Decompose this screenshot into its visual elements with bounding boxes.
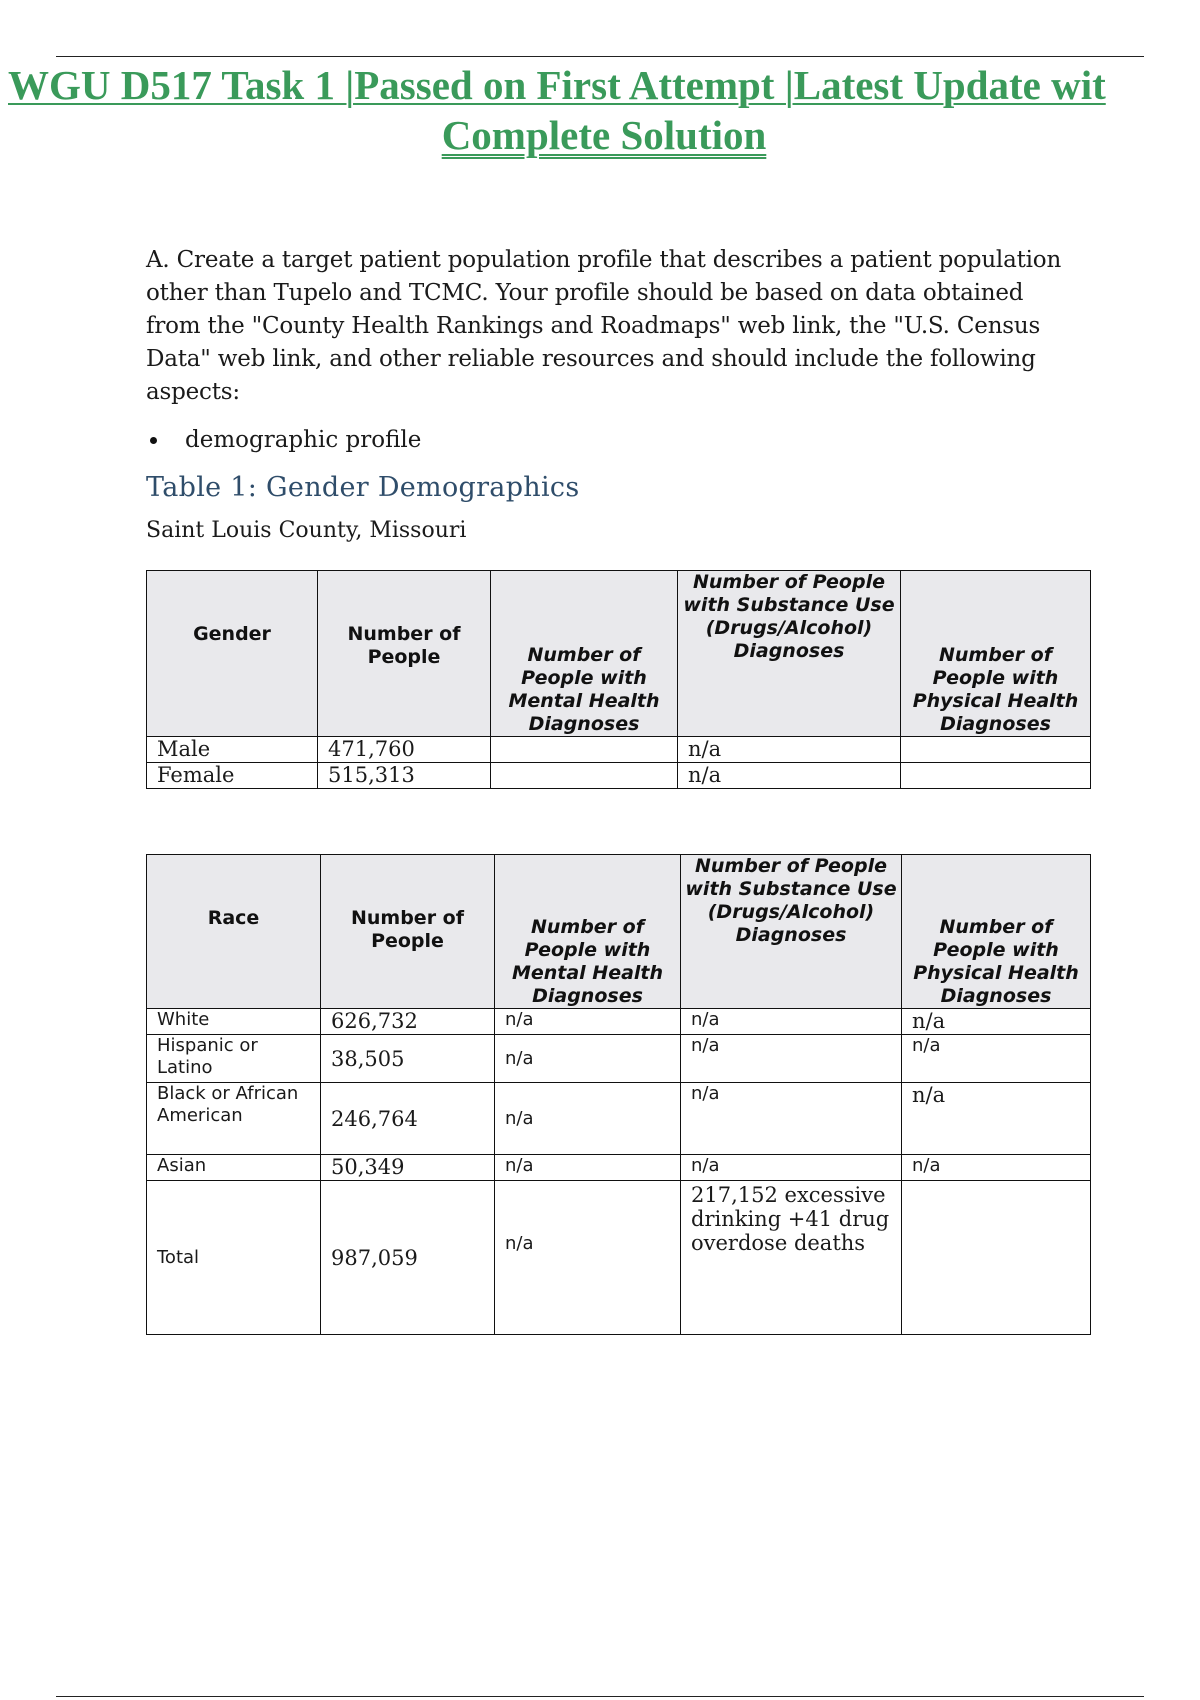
title-line-1: WGU D517 Task 1 |Passed on First Attempt |Latest Update wit <box>8 62 1106 108</box>
cell-substance: n/a <box>681 1035 902 1083</box>
cell-substance: n/a <box>681 1155 902 1181</box>
cell-people: 515,313 <box>318 763 491 789</box>
header-physical-health: Number of People with Physical Health Diagnoses <box>901 571 1091 737</box>
table-row <box>147 737 1091 763</box>
header-race: Race <box>147 855 321 1009</box>
table-row <box>147 1155 1091 1181</box>
header-number-of-people: Number of People <box>321 855 495 1009</box>
bullet-text: demographic profile <box>185 427 422 453</box>
cell-mental: n/a <box>495 1155 681 1181</box>
cell-race: Hispanic or Latino <box>147 1035 321 1083</box>
cell-people: 50,349 <box>321 1155 495 1181</box>
cell-mental: n/a <box>495 1009 681 1035</box>
header-mental-health: Number of People with Mental Health Diagnoses <box>491 571 678 737</box>
cell-substance: n/a <box>681 1083 902 1155</box>
cell-substance: n/a <box>678 737 901 763</box>
table-row <box>147 1035 1091 1083</box>
cell-mental: n/a <box>495 1083 681 1155</box>
document-title <box>8 60 1200 160</box>
gender-demographics-table <box>146 570 1091 789</box>
cell-gender: Female <box>147 763 318 789</box>
cell-people: 38,505 <box>321 1035 495 1083</box>
cell-race: Asian <box>147 1155 321 1181</box>
table-subcaption: Saint Louis County, Missouri <box>146 518 467 543</box>
cell-physical <box>901 763 1091 789</box>
cell-substance: 217,152 excessive drinking +41 drug overdose deaths <box>681 1181 902 1335</box>
table-row <box>147 1181 1091 1335</box>
cell-people: 471,760 <box>318 737 491 763</box>
cell-people: 987,059 <box>321 1181 495 1335</box>
cell-physical: n/a <box>902 1155 1091 1181</box>
cell-physical <box>901 737 1091 763</box>
cell-mental <box>491 737 678 763</box>
cell-substance: n/a <box>681 1009 902 1035</box>
bullet-dot-icon <box>150 437 157 444</box>
top-divider <box>56 56 1144 57</box>
cell-race: White <box>147 1009 321 1035</box>
race-demographics-table <box>146 854 1091 1335</box>
cell-gender: Male <box>147 737 318 763</box>
cell-physical: n/a <box>902 1009 1091 1035</box>
bullet-item <box>146 424 421 457</box>
title-line-2: Complete Solution <box>441 112 767 158</box>
header-physical-health: Number of People with Physical Health Diagnoses <box>902 855 1091 1009</box>
cell-physical: n/a <box>902 1083 1091 1155</box>
table-row <box>147 1083 1091 1155</box>
table-header-row <box>147 571 1091 737</box>
cell-substance: n/a <box>678 763 901 789</box>
table-header-row <box>147 855 1091 1009</box>
header-mental-health: Number of People with Mental Health Diagnoses <box>495 855 681 1009</box>
table-row <box>147 1009 1091 1035</box>
header-number-of-people: Number of People <box>318 571 491 737</box>
cell-mental: n/a <box>495 1035 681 1083</box>
bottom-divider <box>56 1696 1144 1697</box>
cell-physical: n/a <box>902 1035 1091 1083</box>
cell-people: 626,732 <box>321 1009 495 1035</box>
table-row <box>147 763 1091 789</box>
cell-mental: n/a <box>495 1181 681 1335</box>
header-gender: Gender <box>147 571 318 737</box>
table-caption: Table 1: Gender Demographics <box>146 472 580 503</box>
header-substance-use: Number of People with Substance Use (Drugs/Alcohol) Diagnoses <box>681 855 902 1009</box>
cell-people: 246,764 <box>321 1083 495 1155</box>
header-substance-use: Number of People with Substance Use (Drugs/Alcohol) Diagnoses <box>678 571 901 737</box>
cell-race: Total <box>147 1181 321 1335</box>
cell-race: Black or African American <box>147 1083 321 1155</box>
intro-paragraph: A. Create a target patient population profile that describes a patient population other than Tupelo and TCMC. Your profile should be based on data obtained from the "County Health Rankings and Roadmaps" web link, the "U.S. Census Data" web link, and other reliable resources and should include the following aspects: <box>146 247 1062 405</box>
cell-physical <box>902 1181 1091 1335</box>
cell-mental <box>491 763 678 789</box>
